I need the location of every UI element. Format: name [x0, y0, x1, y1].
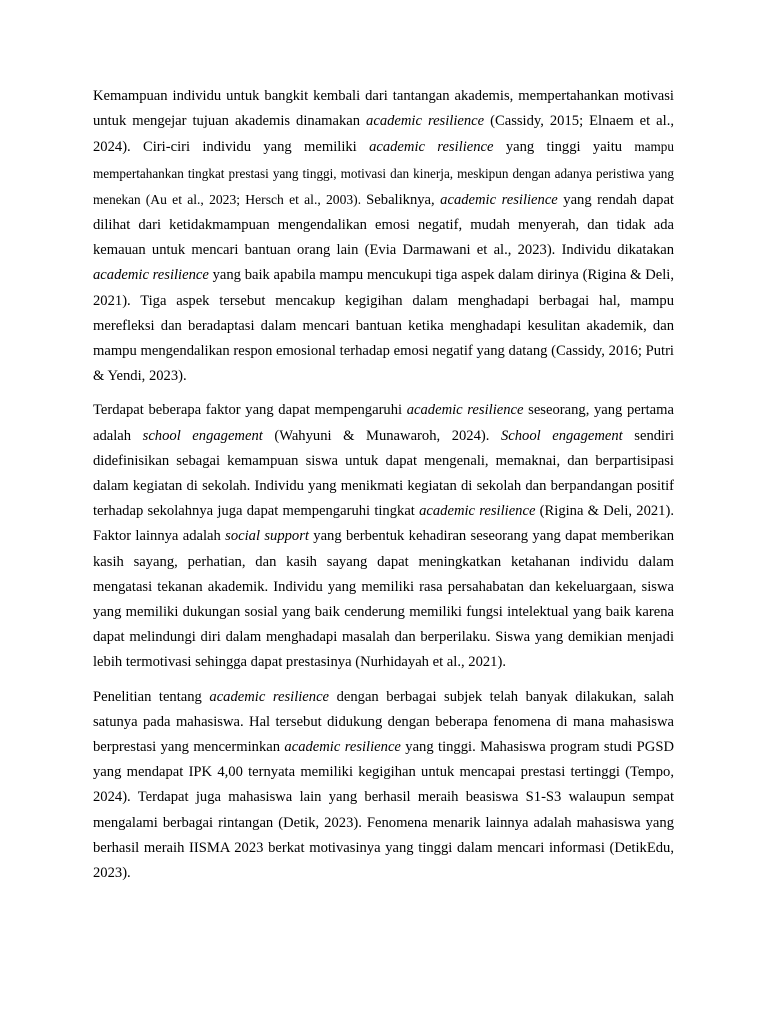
- text-segment: Kemampuan individu untuk bangkit kembali dari tantangan akademis, mempertahankan motivasi untuk mengejar tujuan akademis dinamakan: [93, 88, 674, 130]
- italic-term: academic resilience: [284, 739, 401, 756]
- text-segment: yang tinggi. Mahasiswa program studi PGSD yang mendapat IPK 4,00 ternyata memiliki kegigihan untuk mencapai prestasi tertinggi (Tempo, 2024). Terdapat juga mahasiswa lain yang berhasil meraih beasiswa S1-S3 walaupun sempat mengalami berbagai rintangan (Detik, 2023). Fenomena menarik lainnya adalah mahasiswa yang berhasil meraih IISMA 2023 berkat motivasinya yang tinggi dalam mencari informasi (DetikEdu, 2023).: [93, 739, 674, 882]
- document-body: [93, 84, 674, 895]
- paragraph-2: [93, 398, 674, 675]
- italic-term: academic resilience: [406, 402, 524, 419]
- text-segment: yang rendah dapat dilihat dari ketidakmampuan mengendalikan emosi negatif, mudah menyerah, dan tidak ada kemauan untuk mencari bantuan orang lain (Evia Darmawani et al., 2023). Individu dikatakan: [93, 191, 674, 259]
- italic-term: social support: [225, 528, 309, 545]
- italic-term: school engagement: [142, 427, 263, 444]
- text-segment: seseorang, yang pertama adalah: [93, 402, 674, 444]
- text-segment: Sebaliknya,: [366, 191, 441, 208]
- text-segment: mampu mempertahankan tingkat prestasi yang tinggi, motivasi dan kinerja, meskipun dengan adanya peristiwa yang menekan: [93, 139, 674, 207]
- italic-term: academic resilience: [440, 191, 558, 208]
- paragraph-3: [93, 685, 674, 887]
- text-segment: (Wahyuni & Munawaroh, 2024).: [262, 427, 501, 444]
- text-segment: yang berbentuk kehadiran seseorang yang dapat memberikan kasih sayang, perhatian, dan kasih sayang dapat meningkatkan ketahanan individu dalam mengatasi tekanan akademik. Individu yang memiliki rasa persahabatan dan kekeluargaan, siswa yang memiliki dukungan sosial yang baik cenderung memiliki fungsi intelektual yang baik karena dapat melindungi diri dalam menghadapi masalah dan berperilaku. Siswa yang demikian menjadi lebih termotivasi sehingga dapat prestasinya (Nurhidayah et al., 2021).: [93, 528, 675, 671]
- text-segment: sendiri didefinisikan sebagai kemampuan siswa untuk dapat mengenali, memaknai, dan berpartisipasi dalam kegiatan di sekolah. Individu yang menikmati kegiatan di sekolah dan berpandangan positif terhadap sekolahnya juga dapat mempengaruhi tingkat: [93, 427, 675, 520]
- text-segment: yang tinggi yaitu: [493, 139, 635, 156]
- italic-term: School engagement: [500, 427, 623, 444]
- italic-term: academic resilience: [366, 113, 485, 130]
- text-segment: yang baik apabila mampu mencukupi tiga aspek dalam dirinya (Rigina & Deli, 2021). Tiga aspek tersebut mencakup kegigihan dalam menghadapi berbagai hal, mampu merefleksi dan beradaptasi dalam mencari bantuan ketika menghadapi kesulitan akademik, dan mampu mengendalikan respon emosional terhadap emosi negatif yang datang (Cassidy, 2016; Putri & Yendi, 2023).: [93, 267, 674, 385]
- italic-term: academic resilience: [93, 267, 209, 284]
- italic-term: academic resilience: [209, 688, 330, 705]
- text-segment: .: [357, 191, 367, 207]
- text-segment: (Rigina & Deli, 2021). Faktor lainnya adalah: [93, 503, 674, 545]
- text-segment: Penelitian tentang: [93, 688, 210, 705]
- italic-term: academic resilience: [419, 503, 536, 520]
- text-segment: Terdapat beberapa faktor yang dapat mempengaruhi: [93, 402, 407, 419]
- italic-term: academic resilience: [369, 139, 494, 156]
- text-segment: (Cassidy, 2015; Elnaem et al., 2024). Ciri-ciri individu yang memiliki: [93, 113, 674, 156]
- paragraph-1: [93, 84, 674, 389]
- text-segment: (Au et al., 2023; Hersch et al., 2003): [145, 191, 358, 207]
- text-segment: dengan berbagai subjek telah banyak dilakukan, salah satunya pada mahasiswa. Hal tersebut didukung dengan beberapa fenomena di mana mahasiswa berprestasi yang mencerminkan: [93, 688, 674, 756]
